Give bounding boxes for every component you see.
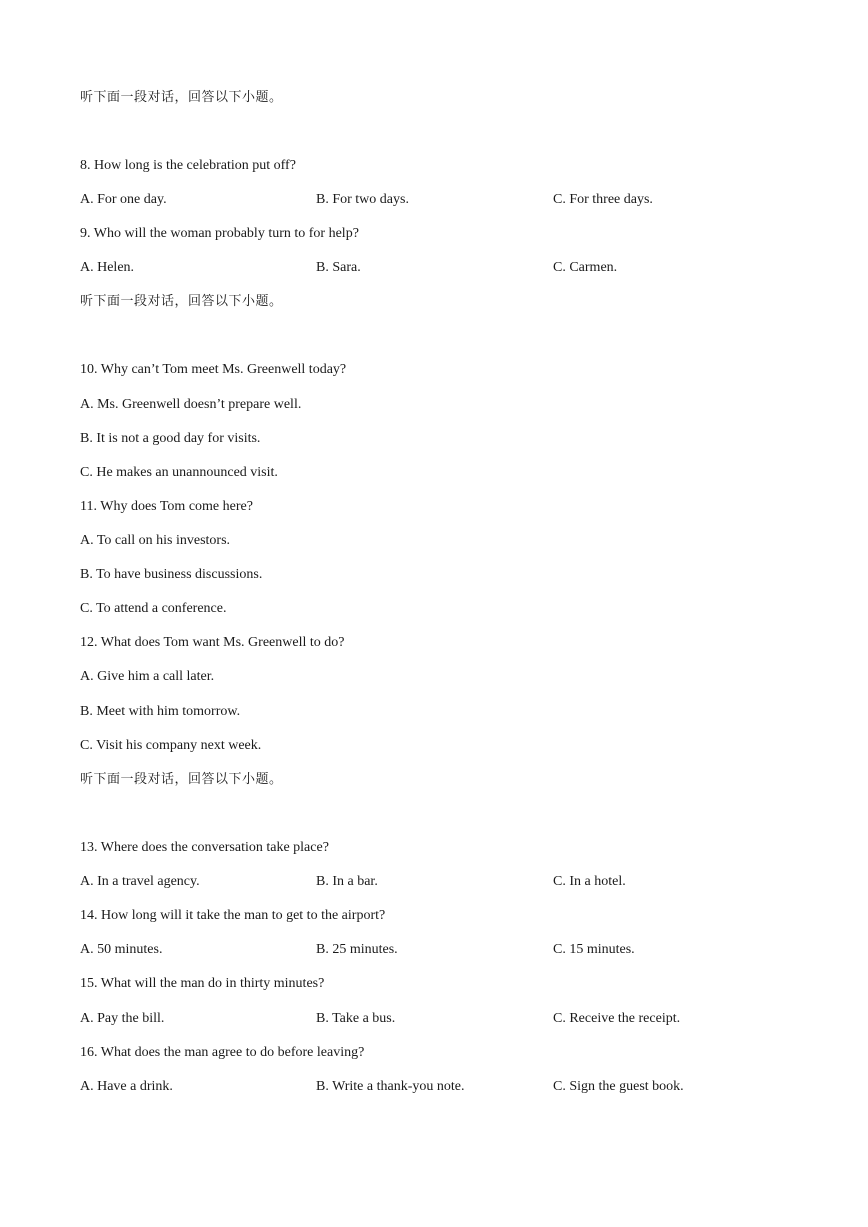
option-c: C. For three days.	[553, 192, 653, 207]
section-instruction: 听下面一段对话，回答以下小题。	[80, 294, 283, 309]
question-stem: 14. How long will it take the man to get to the airport?	[80, 908, 386, 923]
section-instruction: 听下面一段对话，回答以下小题。	[80, 90, 283, 105]
option-c: C. To attend a conference.	[80, 601, 227, 616]
option-c: C. Visit his company next week.	[80, 738, 262, 753]
option-c: C. He makes an unannounced visit.	[80, 465, 278, 480]
question-stem: 12. What does Tom want Ms. Greenwell to do?	[80, 635, 345, 650]
option-c: C. Sign the guest book.	[553, 1079, 684, 1094]
question-stem: 16. What does the man agree to do before leaving?	[80, 1045, 365, 1060]
option-b: B. To have business discussions.	[80, 567, 263, 582]
question-stem: 15. What will the man do in thirty minutes?	[80, 976, 325, 991]
question-stem: 13. Where does the conversation take place?	[80, 840, 329, 855]
option-b: B. In a bar.	[316, 874, 378, 889]
option-b: B. Meet with him tomorrow.	[80, 704, 241, 719]
option-c: C. In a hotel.	[553, 874, 626, 889]
option-a: A. For one day.	[80, 192, 167, 207]
question-stem: 10. Why can’t Tom meet Ms. Greenwell today?	[80, 362, 347, 377]
option-c: C. Receive the receipt.	[553, 1011, 681, 1026]
option-a: A. In a travel agency.	[80, 874, 200, 889]
option-c: C. 15 minutes.	[553, 942, 635, 957]
option-a: A. Helen.	[80, 260, 135, 275]
section-instruction: 听下面一段对话，回答以下小题。	[80, 772, 283, 787]
option-a: A. Ms. Greenwell doesn’t prepare well.	[80, 397, 302, 412]
option-c: C. Carmen.	[553, 260, 618, 275]
question-stem: 9. Who will the woman probably turn to for help?	[80, 226, 359, 241]
option-b: B. It is not a good day for visits.	[80, 431, 261, 446]
option-a: A. 50 minutes.	[80, 942, 163, 957]
option-b: B. 25 minutes.	[316, 942, 398, 957]
option-b: B. Take a bus.	[316, 1011, 396, 1026]
option-a: A. Pay the bill.	[80, 1011, 165, 1026]
option-b: B. For two days.	[316, 192, 409, 207]
option-a: A. Have a drink.	[80, 1079, 173, 1094]
option-a: A. To call on his investors.	[80, 533, 231, 548]
option-b: B. Sara.	[316, 260, 361, 275]
question-stem: 11. Why does Tom come here?	[80, 499, 253, 514]
option-b: B. Write a thank-you note.	[316, 1079, 465, 1094]
question-stem: 8. How long is the celebration put off?	[80, 158, 296, 173]
option-a: A. Give him a call later.	[80, 669, 215, 684]
